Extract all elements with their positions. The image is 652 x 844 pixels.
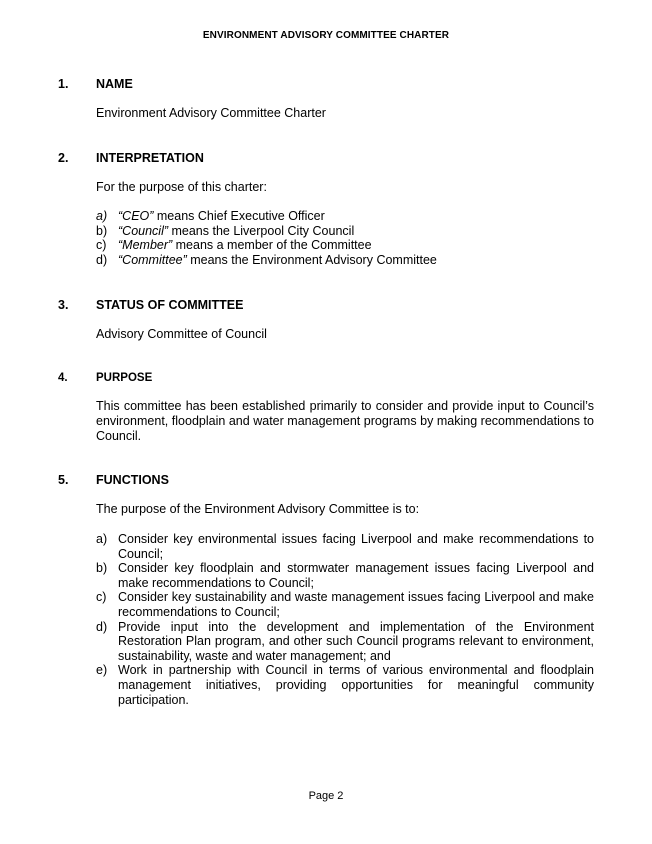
definition-text: means the Liverpool City Council <box>168 223 355 238</box>
list-item <box>96 238 594 253</box>
list-item <box>96 663 594 707</box>
section-4-body: This committee has been established primarily to consider and provide input to Council’s environment, floodplain and water management programs by making recommendations to Council. <box>96 399 594 443</box>
section-5-number: 5. <box>58 473 69 487</box>
section-1-title: NAME <box>96 77 133 91</box>
list-item-label: b) <box>96 561 108 576</box>
section-3-body: Advisory Committee of Council <box>96 327 267 341</box>
section-3-title: STATUS OF COMMITTEE <box>96 298 244 312</box>
list-item-text: Provide input into the development and implementation of the Environment Restoration Plan program, and other such Council programs relevant to environment, sustainability, waste and water management; and <box>118 619 594 663</box>
document-header: ENVIRONMENT ADVISORY COMMITTEE CHARTER <box>202 30 450 41</box>
definition-text: means the Environment Advisory Committee <box>186 252 437 267</box>
section-4-number: 4. <box>58 372 68 384</box>
definition-term: “CEO” <box>118 209 154 223</box>
section-3-number: 3. <box>58 298 69 312</box>
list-item-label: c) <box>96 590 107 605</box>
section-2-number: 2. <box>58 151 69 165</box>
section-1-number: 1. <box>58 77 69 91</box>
section-1-body: Environment Advisory Committee Charter <box>96 106 326 120</box>
definition-term: “Council” <box>118 223 169 238</box>
list-item <box>96 224 594 239</box>
list-item-text: Consider key floodplain and stormwater management issues facing Liverpool and make recommendations to Council; <box>118 561 594 590</box>
list-item-text: Consider key environmental issues facing Liverpool and make recommendations to Council; <box>118 532 594 561</box>
list-item <box>96 253 594 268</box>
page-number: Page 2 <box>308 790 344 802</box>
list-item <box>96 590 594 619</box>
functions-list <box>96 532 594 707</box>
list-item-label: d) <box>96 619 108 634</box>
list-item <box>96 561 594 590</box>
section-5-body: The purpose of the Environment Advisory Committee is to: <box>96 502 420 516</box>
list-item-label: c) <box>96 238 107 253</box>
list-item-text: Consider key sustainability and waste management issues facing Liverpool and make recommendations to Council; <box>118 590 594 619</box>
list-item-label: a) <box>96 209 108 223</box>
section-2-body: For the purpose of this charter: <box>96 180 267 194</box>
section-2-title: INTERPRETATION <box>96 151 204 165</box>
definition-term: “Member” <box>118 238 173 253</box>
list-item-label: b) <box>96 223 108 238</box>
list-item-label: d) <box>96 252 108 267</box>
list-item-text: Work in partnership with Council in terms of various environmental and floodplain management initiatives, providing opportunities for meaningful community participation. <box>118 663 594 707</box>
section-5-title: FUNCTIONS <box>96 473 169 487</box>
list-item <box>96 532 594 561</box>
list-item-label: e) <box>96 663 108 678</box>
definition-text: means a member of the Committee <box>172 238 372 253</box>
definition-text: means Chief Executive Officer <box>153 209 325 223</box>
interpretation-list <box>96 209 594 267</box>
definition-term: “Committee” <box>118 252 187 267</box>
list-item-label: a) <box>96 532 108 546</box>
list-item <box>96 209 594 224</box>
section-4-title: PURPOSE <box>96 372 153 384</box>
list-item <box>96 620 594 664</box>
